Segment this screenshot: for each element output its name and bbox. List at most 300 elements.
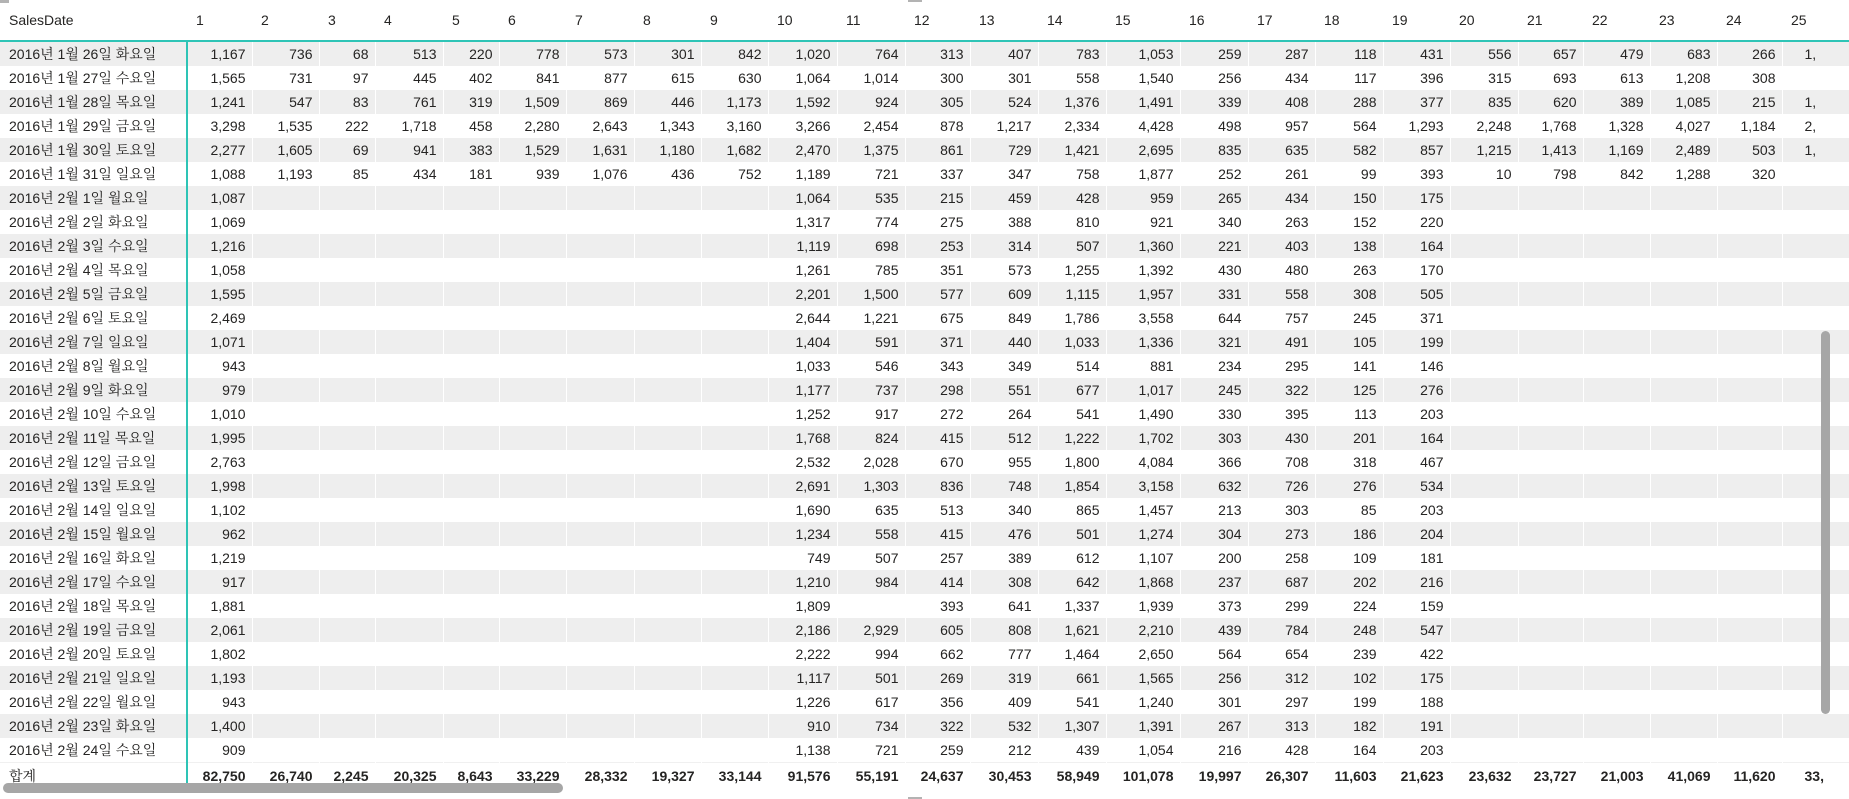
- total-cell: 19,327: [634, 763, 701, 789]
- value-cell: [1518, 522, 1583, 546]
- value-cell: 1,565: [1106, 666, 1180, 690]
- value-cell: 371: [1383, 306, 1450, 330]
- value-cell: [1450, 714, 1518, 738]
- value-cell: 609: [970, 282, 1038, 306]
- value-cell: 1,391: [1106, 714, 1180, 738]
- column-header-24[interactable]: 24: [1717, 0, 1782, 41]
- value-cell: 783: [1038, 41, 1106, 66]
- value-cell: 4,084: [1106, 450, 1180, 474]
- column-header-1[interactable]: 1: [187, 0, 252, 41]
- value-cell: 708: [1248, 450, 1315, 474]
- value-cell: [1450, 234, 1518, 258]
- value-cell: 237: [1180, 570, 1248, 594]
- row-label-date[interactable]: 2016년 2월 13일 토요일: [0, 474, 187, 498]
- value-cell: [375, 354, 443, 378]
- value-cell: [443, 186, 499, 210]
- row-label-date[interactable]: 2016년 2월 8일 월요일: [0, 354, 187, 378]
- value-cell: [443, 402, 499, 426]
- total-cell: 55,191: [837, 763, 905, 789]
- row-label-date[interactable]: 2016년 2월 23일 화요일: [0, 714, 187, 738]
- value-cell: [375, 498, 443, 522]
- total-cell: 91,576: [768, 763, 837, 789]
- value-cell: 1,169: [1583, 138, 1650, 162]
- value-cell: 301: [970, 66, 1038, 90]
- row-label-date[interactable]: 2016년 2월 15일 월요일: [0, 522, 187, 546]
- value-cell: [1583, 378, 1650, 402]
- value-cell: 1,392: [1106, 258, 1180, 282]
- value-cell: [1650, 234, 1717, 258]
- value-cell: 245: [1180, 378, 1248, 402]
- value-cell: 778: [499, 41, 566, 66]
- value-cell: 1,328: [1583, 114, 1650, 138]
- value-cell: [701, 666, 768, 690]
- value-cell: 459: [970, 186, 1038, 210]
- row-label-date[interactable]: 2016년 2월 5일 금요일: [0, 282, 187, 306]
- value-cell: 513: [375, 41, 443, 66]
- row-label-date[interactable]: 2016년 2월 2일 화요일: [0, 210, 187, 234]
- value-cell: 431: [1383, 41, 1450, 66]
- value-cell: 85: [319, 162, 375, 186]
- value-cell: [1583, 690, 1650, 714]
- value-cell: [701, 498, 768, 522]
- value-cell: [634, 642, 701, 666]
- value-cell: 630: [701, 66, 768, 90]
- value-cell: 3,298: [187, 114, 252, 138]
- column-header-12[interactable]: 12: [905, 0, 970, 41]
- value-cell: 957: [1248, 114, 1315, 138]
- value-cell: 1,509: [499, 90, 566, 114]
- value-cell: [701, 306, 768, 330]
- value-cell: [1583, 210, 1650, 234]
- value-cell: [252, 450, 319, 474]
- row-label-date[interactable]: 2016년 2월 21일 일요일: [0, 666, 187, 690]
- value-cell: [1782, 402, 1849, 426]
- value-cell: [634, 666, 701, 690]
- value-cell: [1650, 666, 1717, 690]
- value-cell: [443, 570, 499, 594]
- row-label-date[interactable]: 2016년 1월 27일 수요일: [0, 66, 187, 90]
- value-cell: [1518, 690, 1583, 714]
- value-cell: [443, 330, 499, 354]
- value-cell: [1717, 258, 1782, 282]
- total-cell: 58,949: [1038, 763, 1106, 789]
- value-cell: 1,208: [1650, 66, 1717, 90]
- value-cell: 170: [1383, 258, 1450, 282]
- value-cell: 1,193: [187, 666, 252, 690]
- column-header-23[interactable]: 23: [1650, 0, 1717, 41]
- value-cell: 2,489: [1650, 138, 1717, 162]
- value-cell: 118: [1315, 41, 1383, 66]
- value-cell: 321: [1180, 330, 1248, 354]
- value-cell: 721: [837, 738, 905, 763]
- value-cell: [375, 210, 443, 234]
- column-header-2[interactable]: 2: [252, 0, 319, 41]
- value-cell: 159: [1383, 594, 1450, 618]
- value-cell: [375, 642, 443, 666]
- value-cell: [701, 378, 768, 402]
- value-cell: [499, 378, 566, 402]
- value-cell: 1,800: [1038, 450, 1106, 474]
- value-cell: [1782, 186, 1849, 210]
- value-cell: [1650, 210, 1717, 234]
- value-cell: 415: [905, 426, 970, 450]
- value-cell: 414: [905, 570, 970, 594]
- value-cell: [1650, 594, 1717, 618]
- value-cell: [634, 618, 701, 642]
- row-label-date[interactable]: 2016년 1월 31일 일요일: [0, 162, 187, 186]
- value-cell: 68: [319, 41, 375, 66]
- horizontal-scrollbar[interactable]: [3, 783, 563, 793]
- value-cell: 322: [905, 714, 970, 738]
- value-cell: [1717, 402, 1782, 426]
- row-label-date[interactable]: 2016년 2월 17일 수요일: [0, 570, 187, 594]
- value-cell: [1450, 570, 1518, 594]
- value-cell: [1518, 546, 1583, 570]
- value-cell: 2,691: [768, 474, 837, 498]
- value-cell: [566, 594, 634, 618]
- table-row: [0, 450, 1849, 474]
- value-cell: [1717, 210, 1782, 234]
- column-header-5[interactable]: 5: [443, 0, 499, 41]
- row-label-date[interactable]: 2016년 2월 9일 화요일: [0, 378, 187, 402]
- row-label-date[interactable]: 2016년 2월 24일 수요일: [0, 738, 187, 763]
- value-cell: [1518, 474, 1583, 498]
- value-cell: [319, 618, 375, 642]
- column-header-row: [0, 0, 1849, 41]
- value-cell: 1,293: [1383, 114, 1450, 138]
- value-cell: 330: [1180, 402, 1248, 426]
- value-cell: 1,529: [499, 138, 566, 162]
- value-cell: 2,650: [1106, 642, 1180, 666]
- value-cell: 546: [837, 354, 905, 378]
- value-cell: [1518, 186, 1583, 210]
- value-cell: [1650, 378, 1717, 402]
- total-cell: 11,603: [1315, 763, 1383, 789]
- value-cell: 203: [1383, 402, 1450, 426]
- value-cell: [499, 426, 566, 450]
- value-cell: 943: [187, 690, 252, 714]
- value-cell: 318: [1315, 450, 1383, 474]
- column-header-4[interactable]: 4: [375, 0, 443, 41]
- value-cell: 212: [970, 738, 1038, 763]
- value-cell: 295: [1248, 354, 1315, 378]
- value-cell: [1650, 570, 1717, 594]
- column-header-25[interactable]: 25: [1782, 0, 1849, 41]
- value-cell: 164: [1383, 426, 1450, 450]
- value-cell: [634, 210, 701, 234]
- table-row: [0, 378, 1849, 402]
- table-row: [0, 546, 1849, 570]
- value-cell: [1717, 474, 1782, 498]
- column-header-8[interactable]: 8: [634, 0, 701, 41]
- row-label-date[interactable]: 2016년 2월 1일 월요일: [0, 186, 187, 210]
- value-cell: 340: [970, 498, 1038, 522]
- value-cell: [375, 426, 443, 450]
- value-cell: 1,189: [768, 162, 837, 186]
- table-row: [0, 738, 1849, 763]
- value-cell: [634, 282, 701, 306]
- value-cell: 252: [1180, 162, 1248, 186]
- value-cell: [634, 570, 701, 594]
- value-cell: 2,644: [768, 306, 837, 330]
- value-cell: [701, 234, 768, 258]
- value-cell: 276: [1315, 474, 1383, 498]
- value-cell: 2,028: [837, 450, 905, 474]
- value-cell: [1782, 618, 1849, 642]
- value-cell: 1,500: [837, 282, 905, 306]
- value-cell: [1782, 546, 1849, 570]
- total-cell: 2,245: [319, 763, 375, 789]
- value-cell: 258: [1248, 546, 1315, 570]
- table-row: [0, 282, 1849, 306]
- value-cell: 1,303: [837, 474, 905, 498]
- value-cell: 798: [1518, 162, 1583, 186]
- value-cell: [1450, 546, 1518, 570]
- row-label-date[interactable]: 2016년 2월 22일 월요일: [0, 690, 187, 714]
- value-cell: 388: [970, 210, 1038, 234]
- value-cell: 4,027: [1650, 114, 1717, 138]
- column-header-22[interactable]: 22: [1583, 0, 1650, 41]
- value-cell: [499, 402, 566, 426]
- row-label-date[interactable]: 2016년 2월 18일 목요일: [0, 594, 187, 618]
- value-cell: 434: [375, 162, 443, 186]
- column-header-18[interactable]: 18: [1315, 0, 1383, 41]
- value-cell: [319, 306, 375, 330]
- value-cell: 514: [1038, 354, 1106, 378]
- row-label-date[interactable]: 2016년 2월 14일 일요일: [0, 498, 187, 522]
- row-label-date[interactable]: 2016년 2월 4일 목요일: [0, 258, 187, 282]
- value-cell: 761: [375, 90, 443, 114]
- value-cell: 1,868: [1106, 570, 1180, 594]
- row-label-date[interactable]: 2016년 2월 20일 토요일: [0, 642, 187, 666]
- value-cell: 220: [443, 41, 499, 66]
- value-cell: 1,491: [1106, 90, 1180, 114]
- value-cell: 396: [1383, 66, 1450, 90]
- value-cell: 203: [1383, 498, 1450, 522]
- value-cell: [319, 354, 375, 378]
- value-cell: [1583, 258, 1650, 282]
- value-cell: 1,464: [1038, 642, 1106, 666]
- value-cell: 1,413: [1518, 138, 1583, 162]
- value-cell: 842: [701, 41, 768, 66]
- value-cell: [1650, 546, 1717, 570]
- value-cell: 541: [1038, 690, 1106, 714]
- value-cell: 69: [319, 138, 375, 162]
- value-cell: 564: [1315, 114, 1383, 138]
- value-cell: 393: [905, 594, 970, 618]
- value-cell: 698: [837, 234, 905, 258]
- row-label-date[interactable]: 2016년 2월 19일 금요일: [0, 618, 187, 642]
- total-cell: 33,: [1782, 763, 1849, 789]
- column-header-13[interactable]: 13: [970, 0, 1038, 41]
- value-cell: [1717, 330, 1782, 354]
- value-cell: 498: [1180, 114, 1248, 138]
- value-cell: [634, 234, 701, 258]
- value-cell: 994: [837, 642, 905, 666]
- value-cell: [1450, 282, 1518, 306]
- value-cell: 1,702: [1106, 426, 1180, 450]
- table-row: [0, 594, 1849, 618]
- value-cell: [375, 306, 443, 330]
- table-row: [0, 474, 1849, 498]
- value-cell: 216: [1180, 738, 1248, 763]
- value-cell: 1,064: [768, 186, 837, 210]
- total-cell: 33,144: [701, 763, 768, 789]
- column-header-14[interactable]: 14: [1038, 0, 1106, 41]
- row-label-date[interactable]: 2016년 2월 11일 목요일: [0, 426, 187, 450]
- value-cell: 1,138: [768, 738, 837, 763]
- value-cell: 1,085: [1650, 90, 1717, 114]
- value-cell: 547: [1383, 618, 1450, 642]
- value-cell: [566, 426, 634, 450]
- value-cell: 582: [1315, 138, 1383, 162]
- row-label-date[interactable]: 2016년 1월 29일 금요일: [0, 114, 187, 138]
- row-label-date[interactable]: 2016년 2월 3일 수요일: [0, 234, 187, 258]
- value-cell: 785: [837, 258, 905, 282]
- value-cell: 476: [970, 522, 1038, 546]
- value-cell: [566, 738, 634, 763]
- value-cell: [252, 306, 319, 330]
- value-cell: [1583, 330, 1650, 354]
- value-cell: [319, 474, 375, 498]
- value-cell: 1,802: [187, 642, 252, 666]
- value-cell: 748: [970, 474, 1038, 498]
- row-label-date[interactable]: 2016년 1월 28일 목요일: [0, 90, 187, 114]
- value-cell: 612: [1038, 546, 1106, 570]
- column-header-3[interactable]: 3: [319, 0, 375, 41]
- value-cell: 175: [1383, 666, 1450, 690]
- table-row: [0, 66, 1849, 90]
- column-header-21[interactable]: 21: [1518, 0, 1583, 41]
- value-cell: [443, 546, 499, 570]
- value-cell: 200: [1180, 546, 1248, 570]
- value-cell: 269: [905, 666, 970, 690]
- value-cell: [375, 618, 443, 642]
- value-cell: 3,558: [1106, 306, 1180, 330]
- total-cell: 30,453: [970, 763, 1038, 789]
- column-header-9[interactable]: 9: [701, 0, 768, 41]
- value-cell: [375, 258, 443, 282]
- value-cell: 256: [1180, 66, 1248, 90]
- value-cell: [634, 378, 701, 402]
- column-header-17[interactable]: 17: [1248, 0, 1315, 41]
- value-cell: [1518, 642, 1583, 666]
- value-cell: 1,595: [187, 282, 252, 306]
- value-cell: 1,014: [837, 66, 905, 90]
- value-cell: 2,280: [499, 114, 566, 138]
- value-cell: [1650, 330, 1717, 354]
- table-row: [0, 162, 1849, 186]
- value-cell: [1650, 714, 1717, 738]
- value-cell: 683: [1650, 41, 1717, 66]
- row-label-date[interactable]: 2016년 2월 10일 수요일: [0, 402, 187, 426]
- value-cell: 4,428: [1106, 114, 1180, 138]
- value-cell: [566, 378, 634, 402]
- row-label-date[interactable]: 2016년 2월 7일 일요일: [0, 330, 187, 354]
- value-cell: [1717, 594, 1782, 618]
- vertical-scrollbar[interactable]: [1821, 331, 1830, 714]
- value-cell: [1450, 522, 1518, 546]
- value-cell: [443, 210, 499, 234]
- value-cell: 188: [1383, 690, 1450, 714]
- totals-label: 합계: [0, 763, 187, 789]
- table-row: [0, 426, 1849, 450]
- column-header-15[interactable]: 15: [1106, 0, 1180, 41]
- value-cell: 2,763: [187, 450, 252, 474]
- value-cell: 301: [1180, 690, 1248, 714]
- value-cell: 393: [1383, 162, 1450, 186]
- value-cell: 726: [1248, 474, 1315, 498]
- column-header-7[interactable]: 7: [566, 0, 634, 41]
- value-cell: [252, 738, 319, 763]
- value-cell: [252, 498, 319, 522]
- column-header-16[interactable]: 16: [1180, 0, 1248, 41]
- value-cell: 430: [1180, 258, 1248, 282]
- resize-handle-top-left[interactable]: [0, 0, 9, 3]
- row-label-date[interactable]: 2016년 1월 30일 토요일: [0, 138, 187, 162]
- column-header-10[interactable]: 10: [768, 0, 837, 41]
- value-cell: 337: [905, 162, 970, 186]
- value-cell: 85: [1315, 498, 1383, 522]
- value-cell: 303: [1180, 426, 1248, 450]
- value-cell: [375, 330, 443, 354]
- value-cell: 313: [1248, 714, 1315, 738]
- value-cell: [252, 474, 319, 498]
- value-cell: [499, 234, 566, 258]
- value-cell: [319, 450, 375, 474]
- total-cell: 82,750: [187, 763, 252, 789]
- value-cell: 186: [1315, 522, 1383, 546]
- value-cell: [1782, 498, 1849, 522]
- value-cell: 959: [1106, 186, 1180, 210]
- table-row: [0, 90, 1849, 114]
- value-cell: [443, 450, 499, 474]
- value-cell: 428: [1248, 738, 1315, 763]
- row-label-date[interactable]: 2016년 2월 16일 화요일: [0, 546, 187, 570]
- value-cell: [499, 618, 566, 642]
- value-cell: [566, 234, 634, 258]
- value-cell: 1,167: [187, 41, 252, 66]
- value-cell: [499, 450, 566, 474]
- row-label-date[interactable]: 2016년 2월 6일 토요일: [0, 306, 187, 330]
- value-cell: [701, 210, 768, 234]
- value-cell: [443, 498, 499, 522]
- value-cell: [252, 234, 319, 258]
- column-header-19[interactable]: 19: [1383, 0, 1450, 41]
- value-cell: 395: [1248, 402, 1315, 426]
- row-header-salesdate[interactable]: SalesDate: [0, 0, 187, 41]
- column-header-11[interactable]: 11: [837, 0, 905, 41]
- value-cell: 199: [1383, 330, 1450, 354]
- value-cell: 865: [1038, 498, 1106, 522]
- row-label-date[interactable]: 2016년 1월 26일 화요일: [0, 41, 187, 66]
- column-header-6[interactable]: 6: [499, 0, 566, 41]
- value-cell: [375, 546, 443, 570]
- value-cell: [252, 594, 319, 618]
- column-header-20[interactable]: 20: [1450, 0, 1518, 41]
- value-cell: [1717, 522, 1782, 546]
- resize-handle-top[interactable]: [908, 0, 922, 2]
- value-cell: [1650, 426, 1717, 450]
- value-cell: 371: [905, 330, 970, 354]
- value-cell: [1717, 666, 1782, 690]
- value-cell: 1,241: [187, 90, 252, 114]
- value-cell: 256: [1180, 666, 1248, 690]
- value-cell: 613: [1583, 66, 1650, 90]
- row-label-date[interactable]: 2016년 2월 12일 금요일: [0, 450, 187, 474]
- value-cell: 2,929: [837, 618, 905, 642]
- value-cell: [443, 354, 499, 378]
